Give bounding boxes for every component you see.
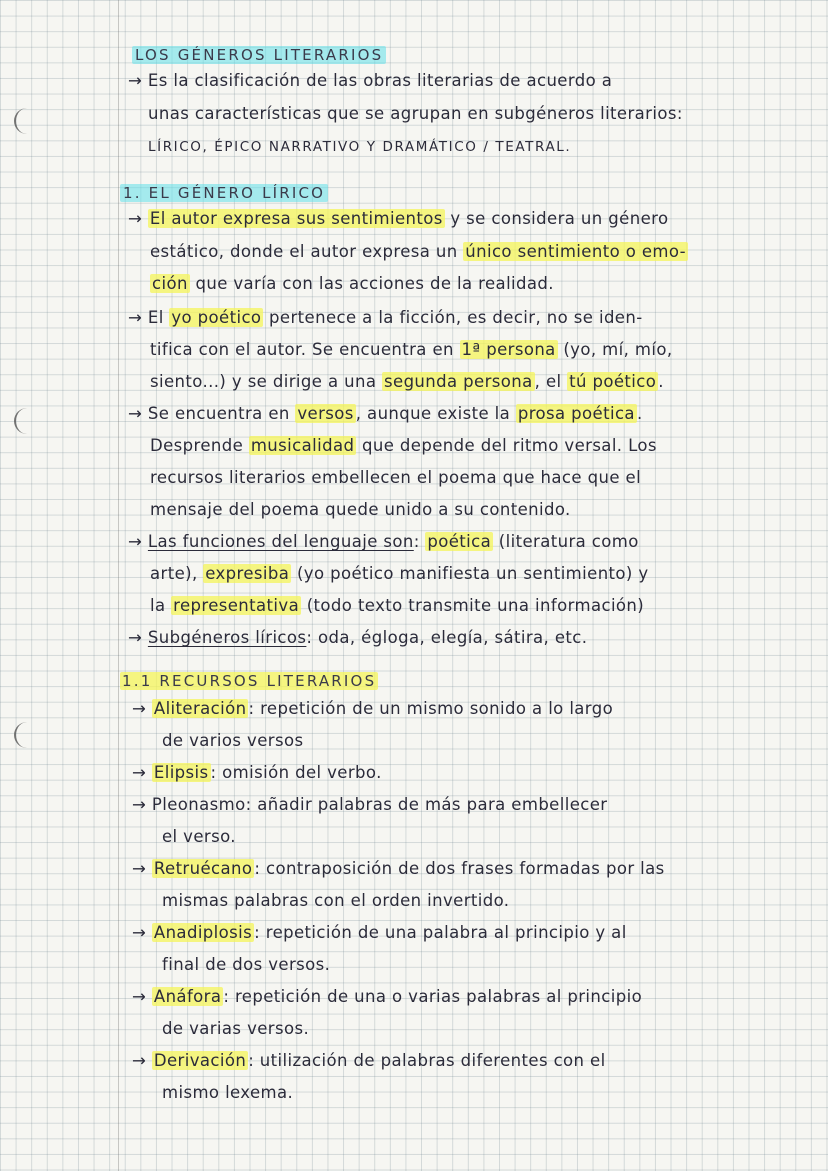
lirico-p2-line-3: siento...) y se dirige a una segunda persona , el tú poético . (150, 372, 664, 391)
lirico-p4-line-2: arte), expresiba (yo poético manifiesta un sentimiento) y (150, 564, 649, 583)
lirico-p2-line-1: → El yo poético pertenece a la ficción, es decir, no se iden- (128, 308, 643, 327)
lirico-p3-line-1: → Se encuentra en versos , aunque existe la prosa poética . (128, 404, 643, 423)
arrow-icon: → (132, 923, 147, 942)
recurso-retruecano-line-2: mismas palabras con el orden invertido. (162, 891, 510, 910)
intro-line-2: unas características que se agrupan en subgéneros literarios: (148, 104, 683, 123)
recurso-derivacion-line-1: → Derivación : utilización de palabras diferentes con el (132, 1051, 606, 1070)
section-heading-recursos: 1.1 RECURSOS LITERARIOS (122, 672, 377, 690)
lirico-p3-line-3: recursos literarios embellecen el poema que hace que el (150, 468, 642, 487)
arrow-icon: → (128, 532, 143, 551)
recurso-aliteracion-line-2: de varios versos (162, 731, 304, 750)
recurso-derivacion-line-2: mismo lexema. (162, 1083, 294, 1102)
arrow-icon: → (128, 209, 143, 228)
recurso-anadiplosis-line-2: final de dos versos. (162, 955, 331, 974)
recurso-anafora-line-1: → Anáfora : repetición de una o varias palabras al principio (132, 987, 643, 1006)
arrow-icon: → (132, 987, 147, 1006)
recurso-pleonasmo-line-1: → Pleonasmo: añadir palabras de más para embellecer (132, 795, 608, 814)
section-heading-lirico: 1. EL GÉNERO LÍRICO (120, 182, 328, 204)
intro-line-3: LÍRICO, ÉPICO NARRATIVO Y DRAMÁTICO / TEATRAL. (148, 139, 572, 155)
lirico-p5-line-1: → Subgéneros líricos: oda, égloga, elegía, sátira, etc. (128, 628, 588, 647)
recurso-anafora-line-2: de varias versos. (162, 1019, 310, 1038)
lirico-p3-line-4: mensaje del poema quede unido a su contenido. (150, 500, 571, 519)
arrow-icon: → (132, 859, 147, 878)
recurso-elipsis-line-1: → Elipsis : omisión del verbo. (132, 763, 382, 782)
arrow-icon: → (128, 628, 143, 647)
arrow-icon: → (132, 763, 147, 782)
lirico-p2-line-2: tifica con el autor. Se encuentra en 1ª persona (yo, mí, mío, (150, 340, 673, 359)
arrow-icon: → (128, 71, 143, 90)
arrow-icon: → (128, 308, 143, 327)
page-title (132, 44, 386, 66)
lirico-p1-line-2: estático, donde el autor expresa un único sentimiento o emo- (150, 242, 687, 261)
recurso-anadiplosis-line-1: → Anadiplosis : repetición de una palabra al principio y al (132, 923, 627, 942)
recurso-pleonasmo-line-2: el verso. (162, 827, 236, 846)
lirico-p4-line-3: la representativa (todo texto transmite una información) (150, 596, 645, 615)
page-title-text: LOS GÉNEROS LITERARIOS (132, 46, 386, 64)
recurso-aliteracion-line-1: → Aliteración : repetición de un mismo sonido a lo largo (132, 699, 614, 718)
arrow-icon: → (132, 1051, 147, 1070)
arrow-icon: → (132, 699, 147, 718)
arrow-icon: → (128, 404, 143, 423)
lirico-p1-line-1: → El autor expresa sus sentimientos y se considera un género (128, 209, 669, 228)
intro-line-1: → Es la clasificación de las obras literarias de acuerdo a (128, 71, 613, 90)
lirico-p1-line-3: ción que varía con las acciones de la realidad. (152, 274, 554, 293)
lirico-p3-line-2: Desprende musicalidad que depende del ritmo versal. Los (150, 436, 657, 455)
lirico-p4-line-1: → Las funciones del lenguaje son: poética (literatura como (128, 532, 639, 551)
recurso-retruecano-line-1: → Retruécano : contraposición de dos frases formadas por las (132, 859, 665, 878)
arrow-icon: → (132, 795, 147, 814)
